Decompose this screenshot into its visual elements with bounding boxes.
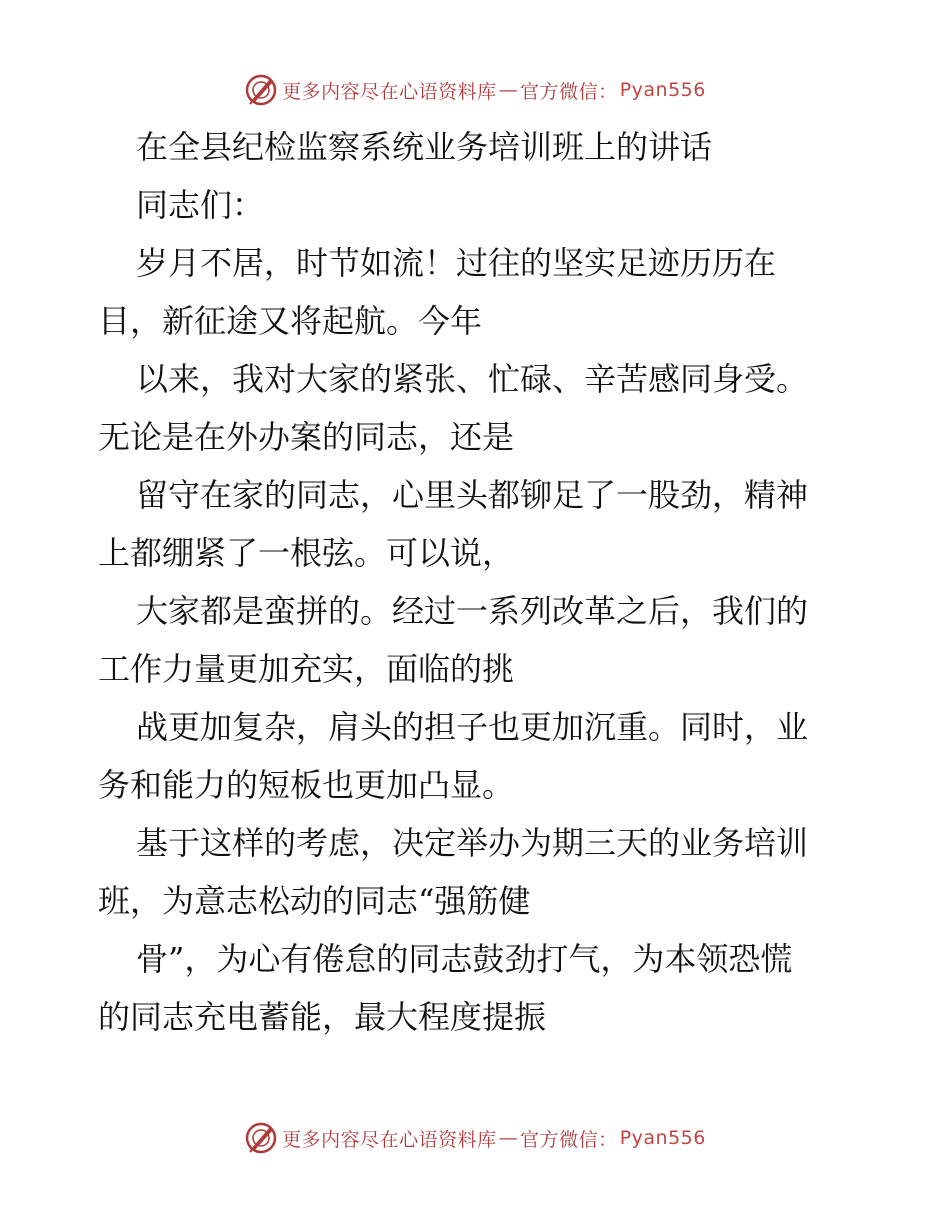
document-body [98,118,858,1046]
banner-handle: Pyan556 [619,1127,706,1149]
banner-separator: — [498,1127,519,1149]
quill-logo-icon [244,73,278,107]
paragraph-line: 岁月不居，时节如流！过往的坚实足迹历历在 [136,244,777,282]
paragraph-line: 班，为意志松动的同志“强筋健 [98,882,531,920]
banner-separator: — [498,79,519,101]
banner-handle: Pyan556 [619,79,706,101]
quill-logo-icon [244,1121,278,1155]
paragraph-line: 以来，我对大家的紧张、忙碌、辛苦感同身受。 [136,360,809,398]
paragraph-line: 工作力量更加充实，面临的挑 [98,650,515,688]
paragraph-line: 的同志充电蓄能，最大程度提振 [98,998,547,1036]
paragraph-line: 骨”，为心有倦怠的同志鼓劲打气，为本领恐慌 [136,940,793,978]
banner-site-text: 更多内容尽在心语资料库 [282,80,497,103]
paragraph-line: 留守在家的同志，心里头都铆足了一股劲，精神 [136,476,809,514]
paragraph-line: 上都绷紧了一根弦。可以说， [98,534,515,572]
paragraph-line: 务和能力的短板也更加凸显。 [98,766,515,804]
banner-site-text: 更多内容尽在心语资料库 [282,1128,497,1151]
header-banner [0,70,950,110]
paragraph-line: 基于这样的考虑，决定举办为期三天的业务培训 [136,824,809,862]
paragraph-line: 大家都是蛮拼的。经过一系列改革之后，我们的 [136,592,809,630]
paragraph-line: 无论是在外办案的同志，还是 [98,418,515,456]
paragraph-line: 战更加复杂，肩头的担子也更加沉重。同时，业 [136,708,809,746]
banner-wechat-label: 官方微信： [520,1128,618,1151]
document-title: 在全县纪检监察系统业务培训班上的讲话 [136,128,713,166]
footer-banner [0,1118,950,1158]
banner-wechat-label: 官方微信： [520,80,618,103]
salutation: 同志们： [136,186,265,224]
paragraph-line: 目，新征途又将起航。今年 [98,302,483,340]
